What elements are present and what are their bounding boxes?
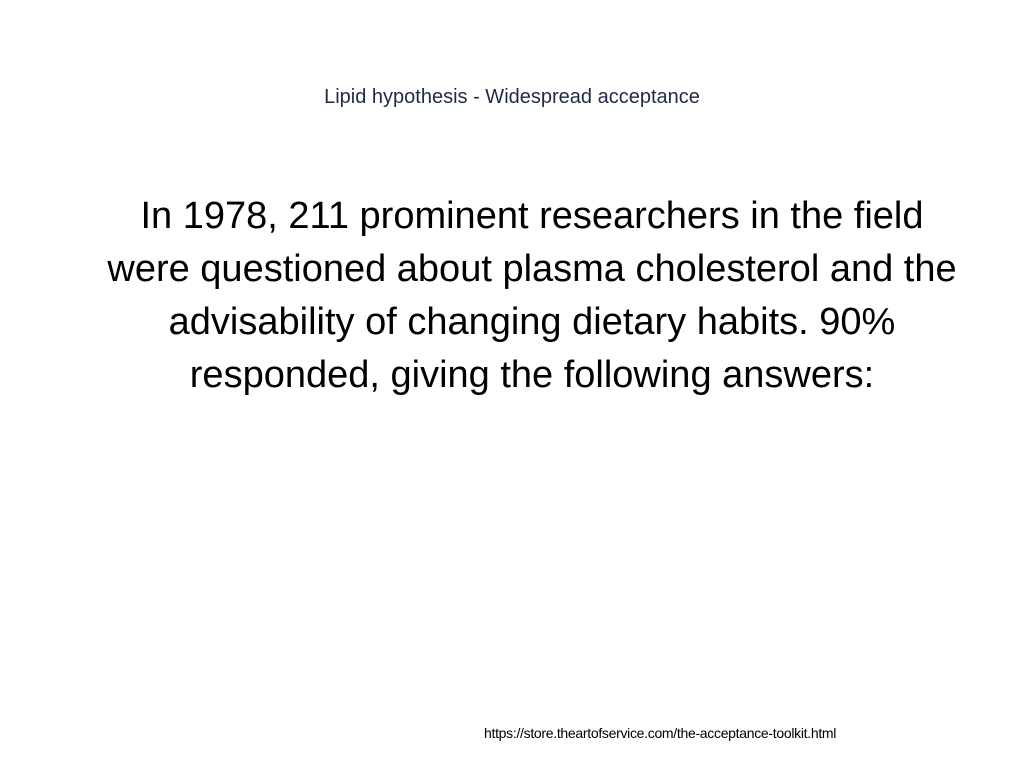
footer-link[interactable]: https://store.theartofservice.com/the-acceptance-toolkit.html: [484, 725, 837, 741]
slide-title: Lipid hypothesis - Widespread acceptance: [324, 86, 700, 108]
slide-body-text: In 1978, 211 prominent researchers in the field were questioned about plasma cholesterol and the advisability of changing dietary habits. 90% responded, giving the following answers:: [107, 195, 957, 396]
